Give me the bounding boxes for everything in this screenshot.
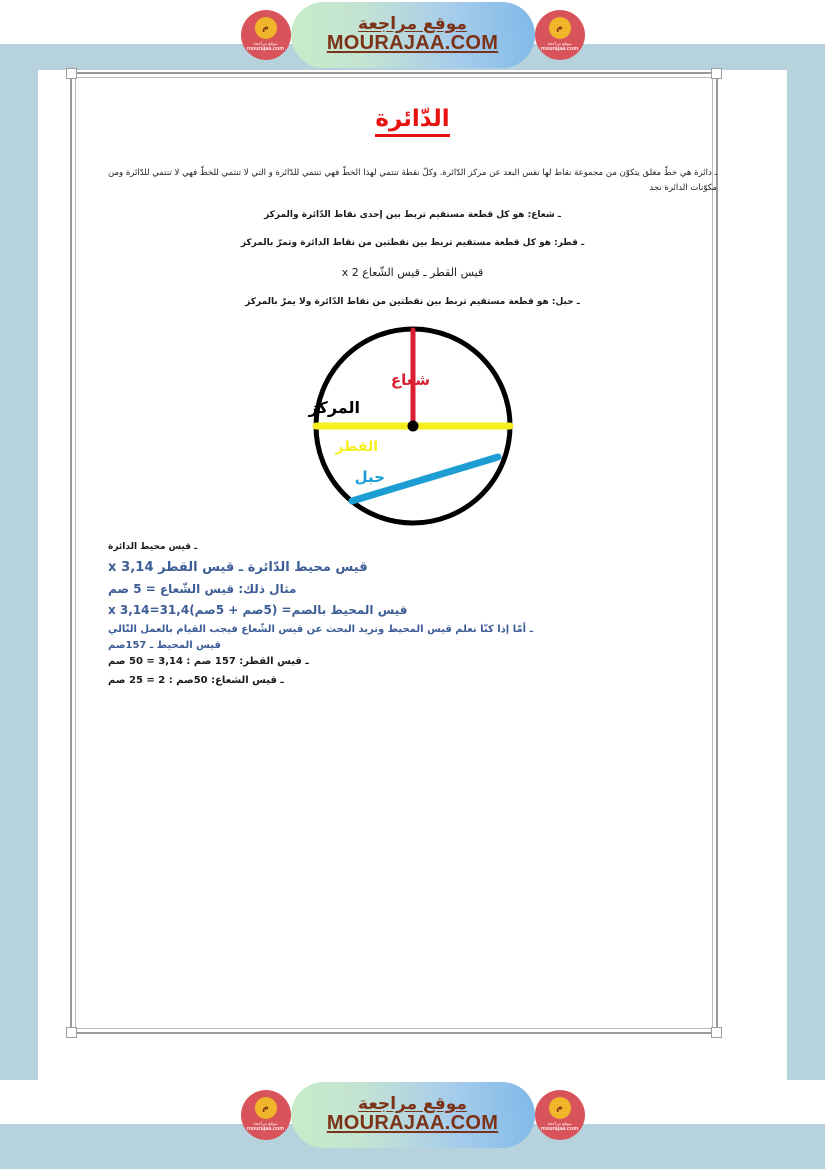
footer-logo-book-icon: م bbox=[549, 1097, 571, 1119]
center-point-dot bbox=[407, 420, 418, 431]
frame-corner-bottom-right bbox=[711, 1027, 722, 1038]
solve-step-diameter: ـ قيس القطر: 157 صم : 3,14 = 50 صم bbox=[108, 655, 309, 667]
brand-pill-header[interactable] bbox=[291, 2, 535, 68]
definition-diameter: ـ قطر: هو كل قطعة مستقيم تربط بين نقطتين من نقاط الدائرة وتمرّ بالمركز bbox=[240, 237, 585, 248]
perimeter-section bbox=[108, 542, 717, 686]
logo-caption-ar-right: موقع مراجعة bbox=[547, 40, 572, 46]
footer-logo-caption-ar-right: موقع مراجعة bbox=[547, 1120, 572, 1126]
footer-logo-book-icon-left: م bbox=[255, 1097, 277, 1119]
diagram-label-chord: حبل bbox=[354, 467, 385, 486]
logo-caption-ar-left: موقع مراجعة bbox=[253, 40, 278, 46]
brand-url-footer[interactable]: MOURAJAA.COM bbox=[326, 1112, 499, 1135]
logo-caption-url-left: mourajaa.com bbox=[246, 46, 285, 53]
brand-url-header[interactable]: MOURAJAA.COM bbox=[326, 32, 499, 55]
perimeter-heading: ـ قيس محيط الدائرة bbox=[108, 541, 198, 552]
solve-step-radius: ـ قيس الشعاع: 50صم : 2 = 25 صم bbox=[108, 674, 284, 686]
diagram-label-radius: شعاع bbox=[390, 370, 430, 389]
perimeter-given-value: قيس المحيط ـ 157صم bbox=[108, 639, 221, 651]
frame-corner-bottom-left bbox=[66, 1027, 77, 1038]
footer-logo-caption-url-left: mourajaa.com bbox=[246, 1126, 285, 1133]
intro-paragraph: ـ دائرة هي خطّ مغلق يتكوّن من مجموعة نقاط لها نفس البعد عن مركز الدّائرة. وكلّ نقطة تنتمي لهذا الخطّ فهي تنتمي للدّائرة و التي لا تنتمي للخطّ فهي لا تنتمي للدّائرة ومن مكوّنات الدائرة نجد bbox=[108, 168, 717, 193]
logo-caption-left bbox=[247, 41, 284, 54]
logo-book-icon-left: م bbox=[255, 17, 277, 39]
site-footer bbox=[0, 1080, 825, 1150]
logo-caption-url-right: mourajaa.com bbox=[540, 46, 579, 53]
header-branding bbox=[246, 2, 579, 68]
definition-radius: ـ شعاع: هو كل قطعة مستقيم تربط بين إحدى نقاط الدّائرة والمركز bbox=[264, 209, 561, 220]
definition-chord: ـ حبل: هو قطعة مستقيم تربط بين نقطتين من نقاط الدّائرة ولا يمرّ بالمركز bbox=[245, 296, 580, 307]
footer-logo-caption-ar-left: موقع مراجعة bbox=[253, 1120, 278, 1126]
footer-logo-caption-url-right: mourajaa.com bbox=[540, 1126, 579, 1133]
document-content bbox=[38, 70, 787, 694]
brand-arabic-name-footer: موقع مراجعة bbox=[358, 1093, 467, 1114]
footer-logo-caption-left bbox=[247, 1121, 284, 1134]
perimeter-formula: قيس محيط الدّائرة ـ قيس القطر x 3,14 bbox=[108, 559, 368, 575]
perimeter-example-calc: قيس المحيط بالصم= (5صم + 5صم)x 3,14=31,4 bbox=[108, 602, 408, 617]
brand-pill-footer[interactable] bbox=[291, 1082, 535, 1148]
diameter-formula: قيس القطر ـ قيس الشّعاع x 2 bbox=[341, 265, 484, 279]
perimeter-reverse-intro: ـ أمّا إذا كنّا نعلم قيس المحيط ونريد البحث عن قيس الشّعاع فيجب القيام بالعمل التّالي bbox=[108, 623, 533, 635]
perimeter-example-intro: مثال ذلك: قيس الشّعاع = 5 صم bbox=[108, 581, 297, 596]
logo-badge-left-icon bbox=[241, 10, 291, 60]
footer-branding bbox=[246, 1082, 579, 1148]
circle-diagram bbox=[302, 325, 524, 532]
frame-corner-top-right bbox=[711, 68, 722, 79]
footer-logo-badge-right-icon bbox=[535, 1090, 585, 1140]
definitions-section bbox=[108, 166, 717, 307]
document-sheet bbox=[38, 70, 787, 1080]
page-title bbox=[108, 106, 717, 132]
footer-logo-badge-left-icon bbox=[241, 1090, 291, 1140]
diagram-label-diameter: القطر bbox=[335, 438, 378, 455]
circle-diagram-container bbox=[108, 325, 717, 532]
logo-caption-right bbox=[541, 41, 578, 54]
logo-badge-right-icon bbox=[535, 10, 585, 60]
frame-corner-top-left bbox=[66, 68, 77, 79]
diagram-label-center: المركز bbox=[308, 397, 360, 417]
logo-book-icon: م bbox=[549, 17, 571, 39]
page-title-text: الدّائرة bbox=[375, 106, 449, 137]
brand-arabic-name-header: موقع مراجعة bbox=[358, 13, 467, 34]
site-header bbox=[0, 0, 825, 70]
footer-logo-caption-right bbox=[541, 1121, 578, 1134]
